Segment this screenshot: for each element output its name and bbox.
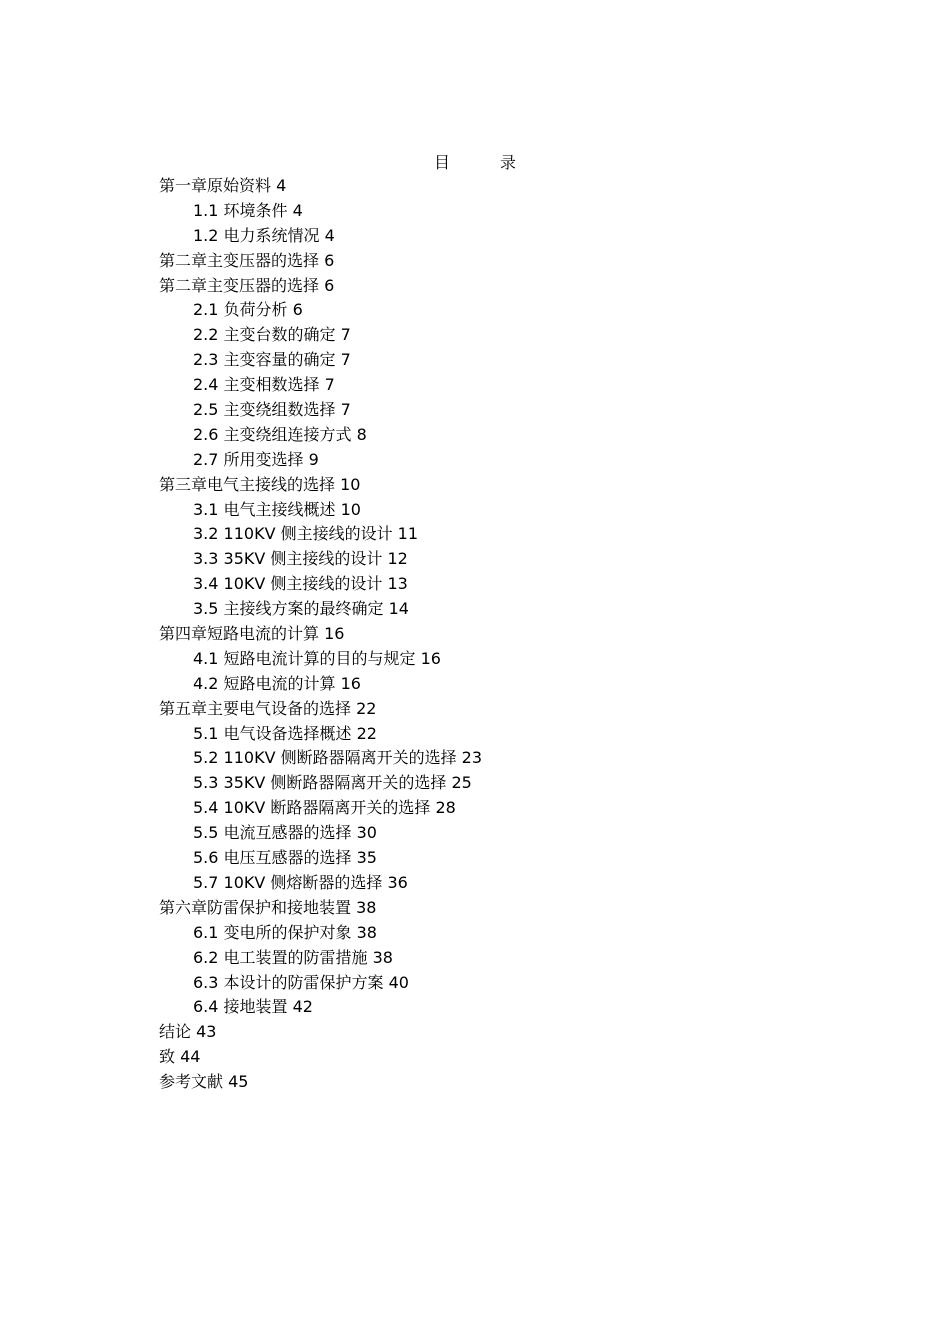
- toc-section-entry[interactable]: 6.4 接地装置 42: [193, 997, 313, 1017]
- toc-section-entry[interactable]: 5.2 110KV 侧断路器隔离开关的选择 23: [193, 748, 483, 768]
- toc-section-entry[interactable]: 3.2 110KV 侧主接线的设计 11: [193, 524, 419, 544]
- toc-section-entry[interactable]: 3.4 10KV 侧主接线的设计 13: [193, 574, 408, 594]
- toc-title-char-2: 录: [500, 153, 517, 172]
- toc-chapter-entry[interactable]: 结论 43: [159, 1022, 217, 1042]
- toc-section-entry[interactable]: 2.5 主变绕组数选择 7: [193, 400, 351, 420]
- toc-section-entry[interactable]: 5.7 10KV 侧熔断器的选择 36: [193, 872, 408, 892]
- toc-title-char-1: 目: [433, 153, 450, 172]
- toc-chapter-entry[interactable]: 第一章原始资料 4: [159, 176, 287, 195]
- toc-section-entry[interactable]: 3.1 电气主接线概述 10: [193, 499, 361, 519]
- toc-chapter-entry[interactable]: 第四章短路电流的计算 16: [159, 624, 345, 644]
- toc-section-entry[interactable]: 2.1 负荷分析 6: [193, 300, 303, 320]
- toc-chapter-entry[interactable]: 参考文献 45: [159, 1072, 249, 1092]
- toc-chapter-entry[interactable]: 第二章主变压器的选择 6: [159, 250, 335, 270]
- toc-section-entry[interactable]: 2.3 主变容量的确定 7: [193, 350, 351, 370]
- toc-section-entry[interactable]: 2.6 主变绕组连接方式 8: [193, 424, 367, 444]
- toc-section-entry[interactable]: 6.2 电工装置的防雷措施 38: [193, 947, 393, 967]
- toc-chapter-entry[interactable]: 第五章主要电气设备的选择 22: [159, 698, 377, 718]
- toc-section-entry[interactable]: 2.7 所用变选择 9: [193, 449, 319, 469]
- toc-title: [0, 150, 950, 173]
- toc-section-entry[interactable]: 5.1 电气设备选择概述 22: [193, 723, 377, 743]
- toc-section-entry[interactable]: 2.2 主变台数的确定 7: [193, 325, 351, 345]
- toc-section-entry[interactable]: 1.2 电力系统情况 4: [193, 225, 335, 245]
- toc-section-entry[interactable]: 5.6 电压互感器的选择 35: [193, 848, 377, 868]
- toc-section-entry[interactable]: 4.2 短路电流的计算 16: [193, 673, 361, 693]
- toc-section-entry[interactable]: 2.4 主变相数选择 7: [193, 375, 335, 395]
- toc-chapter-entry[interactable]: 致 44: [159, 1047, 201, 1067]
- toc-section-entry[interactable]: 5.5 电流互感器的选择 30: [193, 823, 377, 843]
- toc-section-entry[interactable]: 3.3 35KV 侧主接线的设计 12: [193, 549, 408, 569]
- toc-section-entry[interactable]: 1.1 环境条件 4: [193, 200, 303, 220]
- toc-chapter-entry[interactable]: 第六章防雷保护和接地装置 38: [159, 897, 377, 917]
- toc-chapter-entry[interactable]: 第二章主变压器的选择 6: [159, 275, 335, 295]
- toc-list: [159, 174, 482, 1095]
- toc-section-entry[interactable]: 4.1 短路电流计算的目的与规定 16: [193, 648, 441, 668]
- toc-section-entry[interactable]: 6.1 变电所的保护对象 38: [193, 922, 377, 942]
- toc-section-entry[interactable]: 6.3 本设计的防雷保护方案 40: [193, 972, 409, 992]
- toc-section-entry[interactable]: 5.3 35KV 侧断路器隔离开关的选择 25: [193, 773, 472, 793]
- toc-section-entry[interactable]: 3.5 主接线方案的最终确定 14: [193, 599, 409, 619]
- toc-chapter-entry[interactable]: 第三章电气主接线的选择 10: [159, 474, 361, 494]
- toc-section-entry[interactable]: 5.4 10KV 断路器隔离开关的选择 28: [193, 798, 456, 818]
